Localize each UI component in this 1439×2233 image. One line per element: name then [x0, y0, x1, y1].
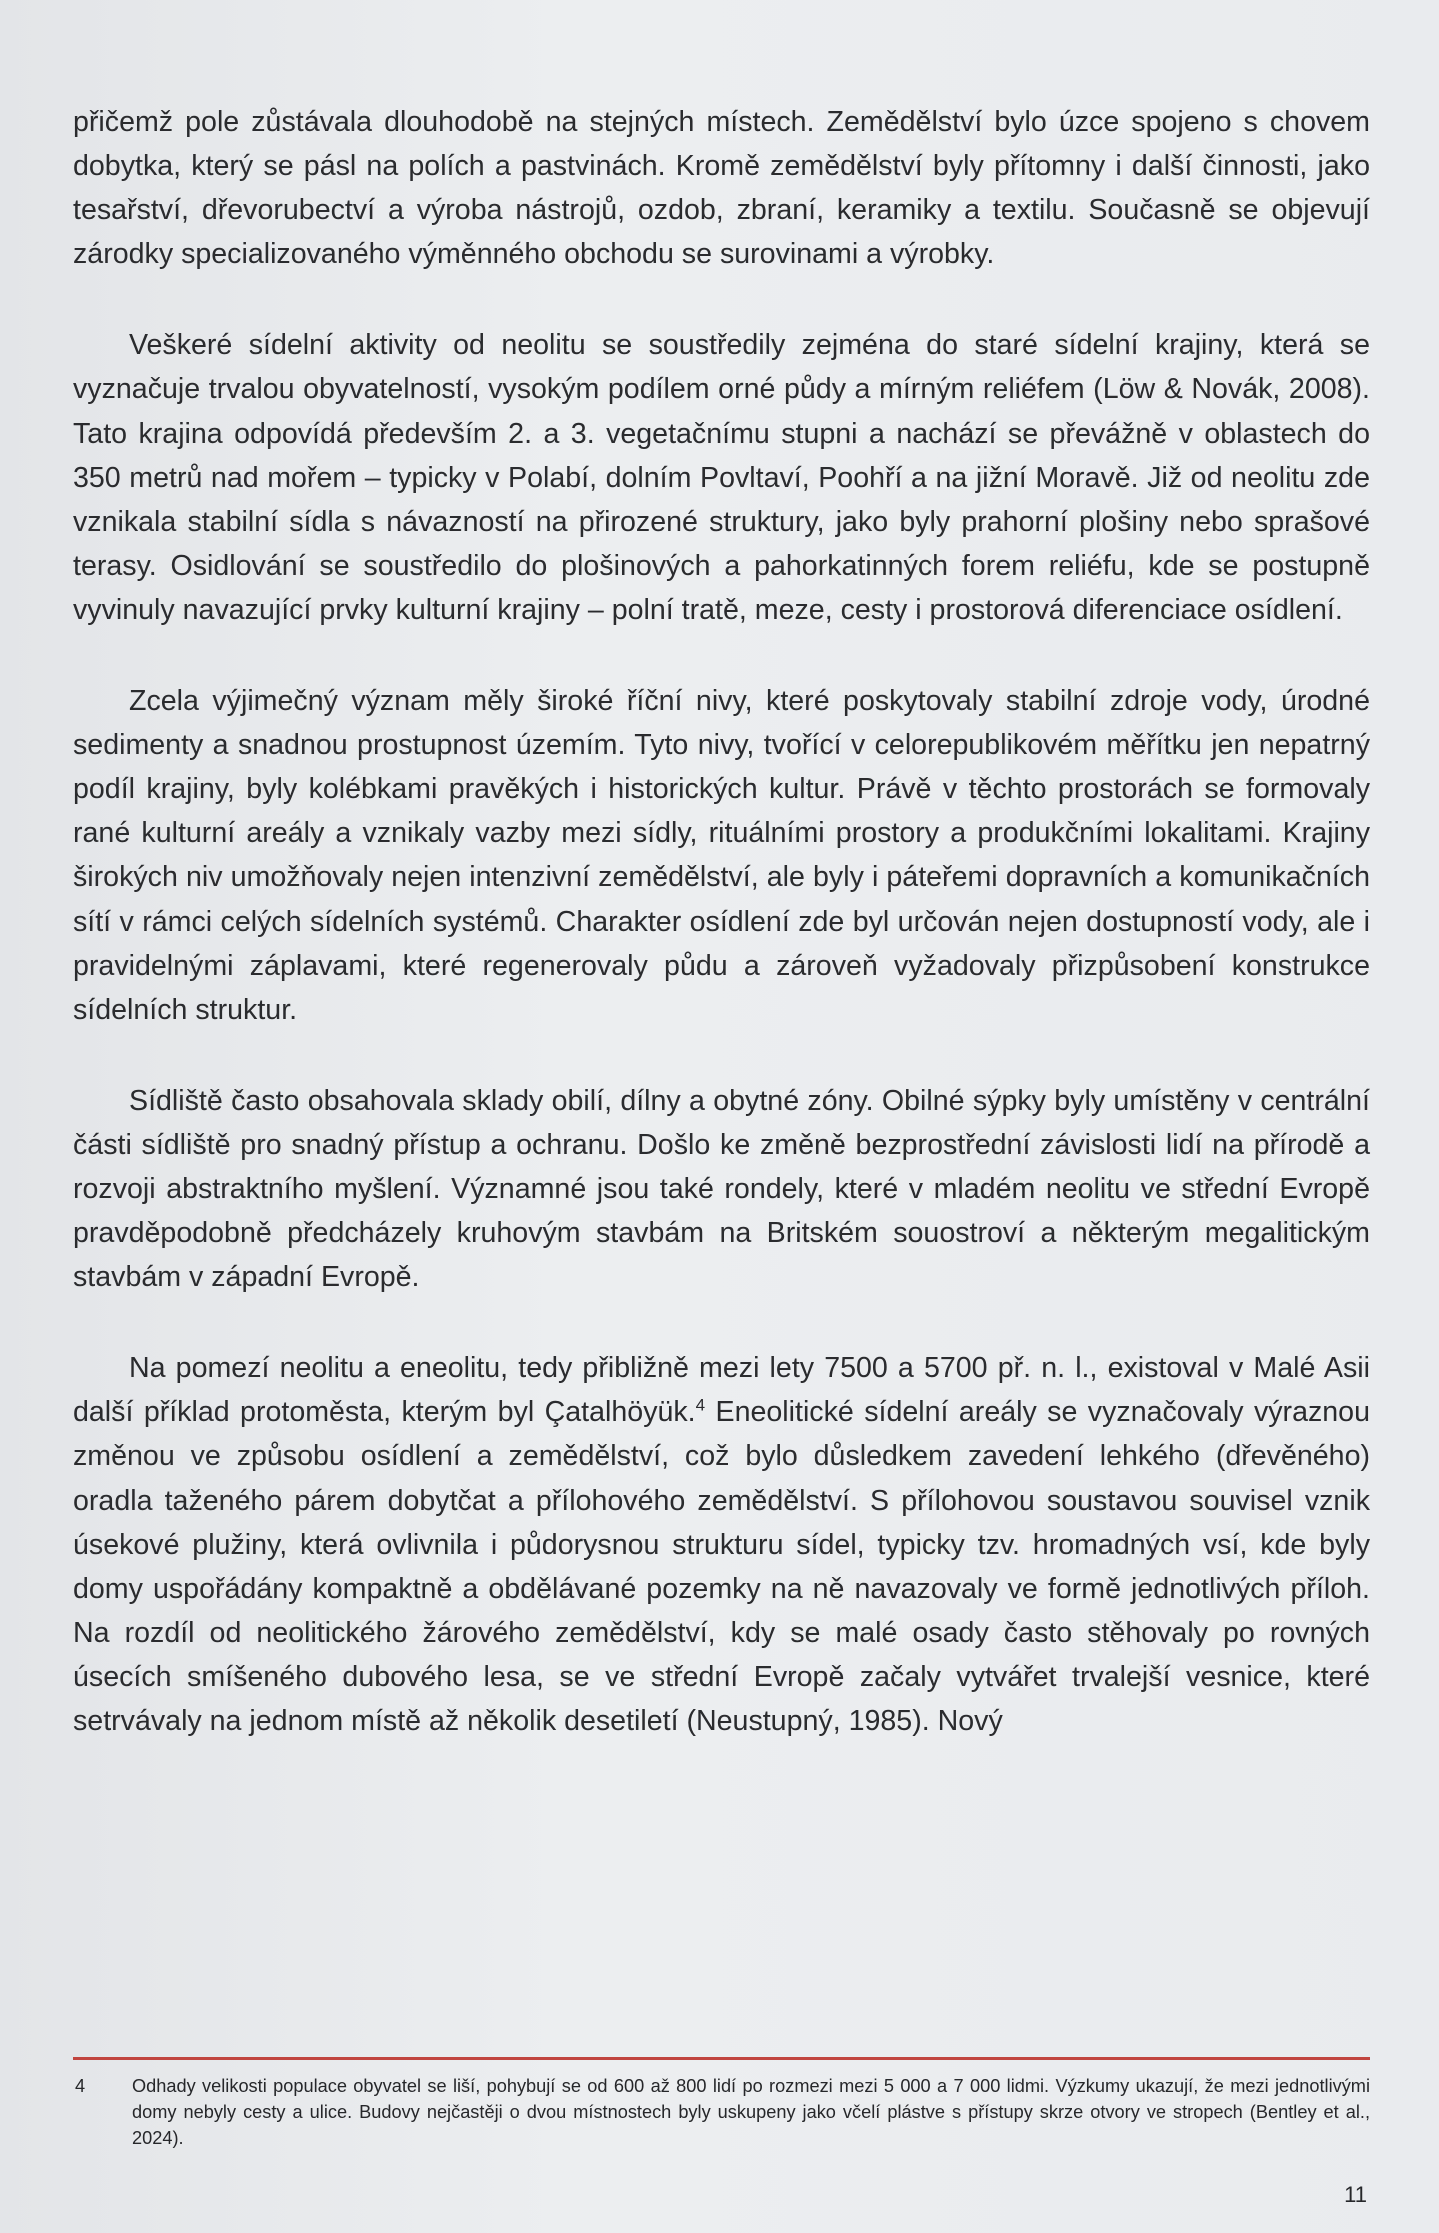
footnote-reference[interactable]: 4	[695, 1395, 706, 1415]
body-text	[73, 100, 1370, 1743]
paragraph-eneolithic	[73, 1346, 1370, 1743]
footnote-text: Odhady velikosti populace obyvatel se liší, pohybují se od 600 až 800 lidí po rozmezi mezi 5 000 a 7 000 lidmi. Výzkumy ukazují, že mezi jednotlivými domy nebyly cesty a ulice. Budovy nejčastěji o dvou místnostech byly uskupeny jako včelí plástve s přístupy skrze otvory ve stropech (Bentley et al., 2024).	[132, 2076, 1370, 2148]
paragraph-settlements: Sídliště často obsahovala sklady obilí, dílny a obytné zóny. Obilné sýpky byly umístěny v centrální části sídliště pro snadný přístup a ochranu. Došlo ke změně bezprostřední závislosti lidí na přírodě a rozvoji abstraktního myšlení. Významné jsou také rondely, které v mladém neolitu ve střední Evropě pravděpodobně předcházely kruhovým stavbám na Britském souostroví a některým megalitickým stavbám v západní Evropě.	[73, 1084, 1370, 1294]
paragraph-continuation: přičemž pole zůstávala dlouhodobě na stejných místech. Zemědělství bylo úzce spojeno s chovem dobytka, který se pásl na polích a pastvinách. Kromě zemědělství byly přítomny i další činnosti, jako tesařství, dřevorubectví a výroba nástrojů, ozdob, zbraní, keramiky a textilu. Současně se objevují zárodky specializovaného výměnného obchodu se surovinami a výrobky.	[73, 106, 1370, 271]
page-number: 11	[1344, 2182, 1367, 2207]
footnote-number: 4	[75, 2076, 86, 2096]
paragraph-eneolithic-part2: Eneolitické sídelní areály se vyznačovaly výraznou změnou ve způsobu osídlení a zemědělství, což bylo důsledkem zavedení lehkého (dřevěného) oradla taženého párem dobytčat a přílohového zemědělství. S přílohovou soustavou souvisel vznik úsekové plužiny, která ovlivnila i půdorysnou strukturu sídel, typicky tzv. hromadných vsí, kde byly domy uspořádány kompaktně a obdělávané pozemky na ně navazovaly ve formě jednotlivých příloh. Na rozdíl od neolitického žárového zemědělství, kdy se malé osady často stěhovaly po rovných úsecích smíšeného dubového lesa, se ve střední Evropě začaly vytvářet trvalejší vesnice, které setrvávaly na jednom místě až několik desetiletí (Neustupný, 1985). Nový	[73, 1396, 1370, 1737]
paragraph-settlement-landscape: Veškeré sídelní aktivity od neolitu se soustředily zejména do staré sídelní krajiny, která se vyznačuje trvalou obyvatelností, vysokým podílem orné půdy a mírným reliéfem (Löw & Novák, 2008). Tato krajina odpovídá především 2. a 3. vegetačnímu stupni a nachází se převážně v oblastech do 350 metrů nad mořem – typicky v Polabí, dolním Povltaví, Poohří a na jižní Moravě. Již od neolitu zde vznikala stabilní sídla s návazností na přirozené struktury, jako byly prahorní plošiny nebo sprašové terasy. Osidlování se soustředilo do plošinových a pahorkatinných forem reliéfu, kde se postupně vyvinuly navazující prvky kulturní krajiny – polní tratě, meze, cesty i prostorová diferenciace osídlení.	[73, 329, 1370, 626]
paragraph-river-floodplains: Zcela výjimečný význam měly široké říční nivy, které poskytovaly stabilní zdroje vody, úrodné sedimenty a snadnou prostupnost územím. Tyto nivy, tvořící v celorepublikovém měřítku jen nepatrný podíl krajiny, byly kolébkami pravěkých i historických kultur. Právě v těchto prostorách se formovaly rané kulturní areály a vznikaly vazby mezi sídly, rituálními prostory a produkčními lokalitami. Krajiny širokých niv umožňovaly nejen intenzivní zemědělství, ale byly i páteřemi dopravních a komunikačních sítí v rámci celých sídelních systémů. Charakter osídlení zde byl určován nejen dostupností vody, ale i pravidelnými záplavami, které regenerovaly půdu a zároveň vyžadovaly přizpůsobení konstrukce sídelních struktur.	[73, 685, 1370, 1026]
footnote-divider	[73, 2057, 1370, 2060]
footnote	[73, 2073, 1370, 2151]
paragraph-eneolithic-part1: Na pomezí neolitu a eneolitu, tedy přibližně mezi lety 7500 a 5700 př. n. l., existoval v Malé Asii další příklad protoměsta, kterým byl Çatalhöyük.	[73, 1352, 1370, 1429]
